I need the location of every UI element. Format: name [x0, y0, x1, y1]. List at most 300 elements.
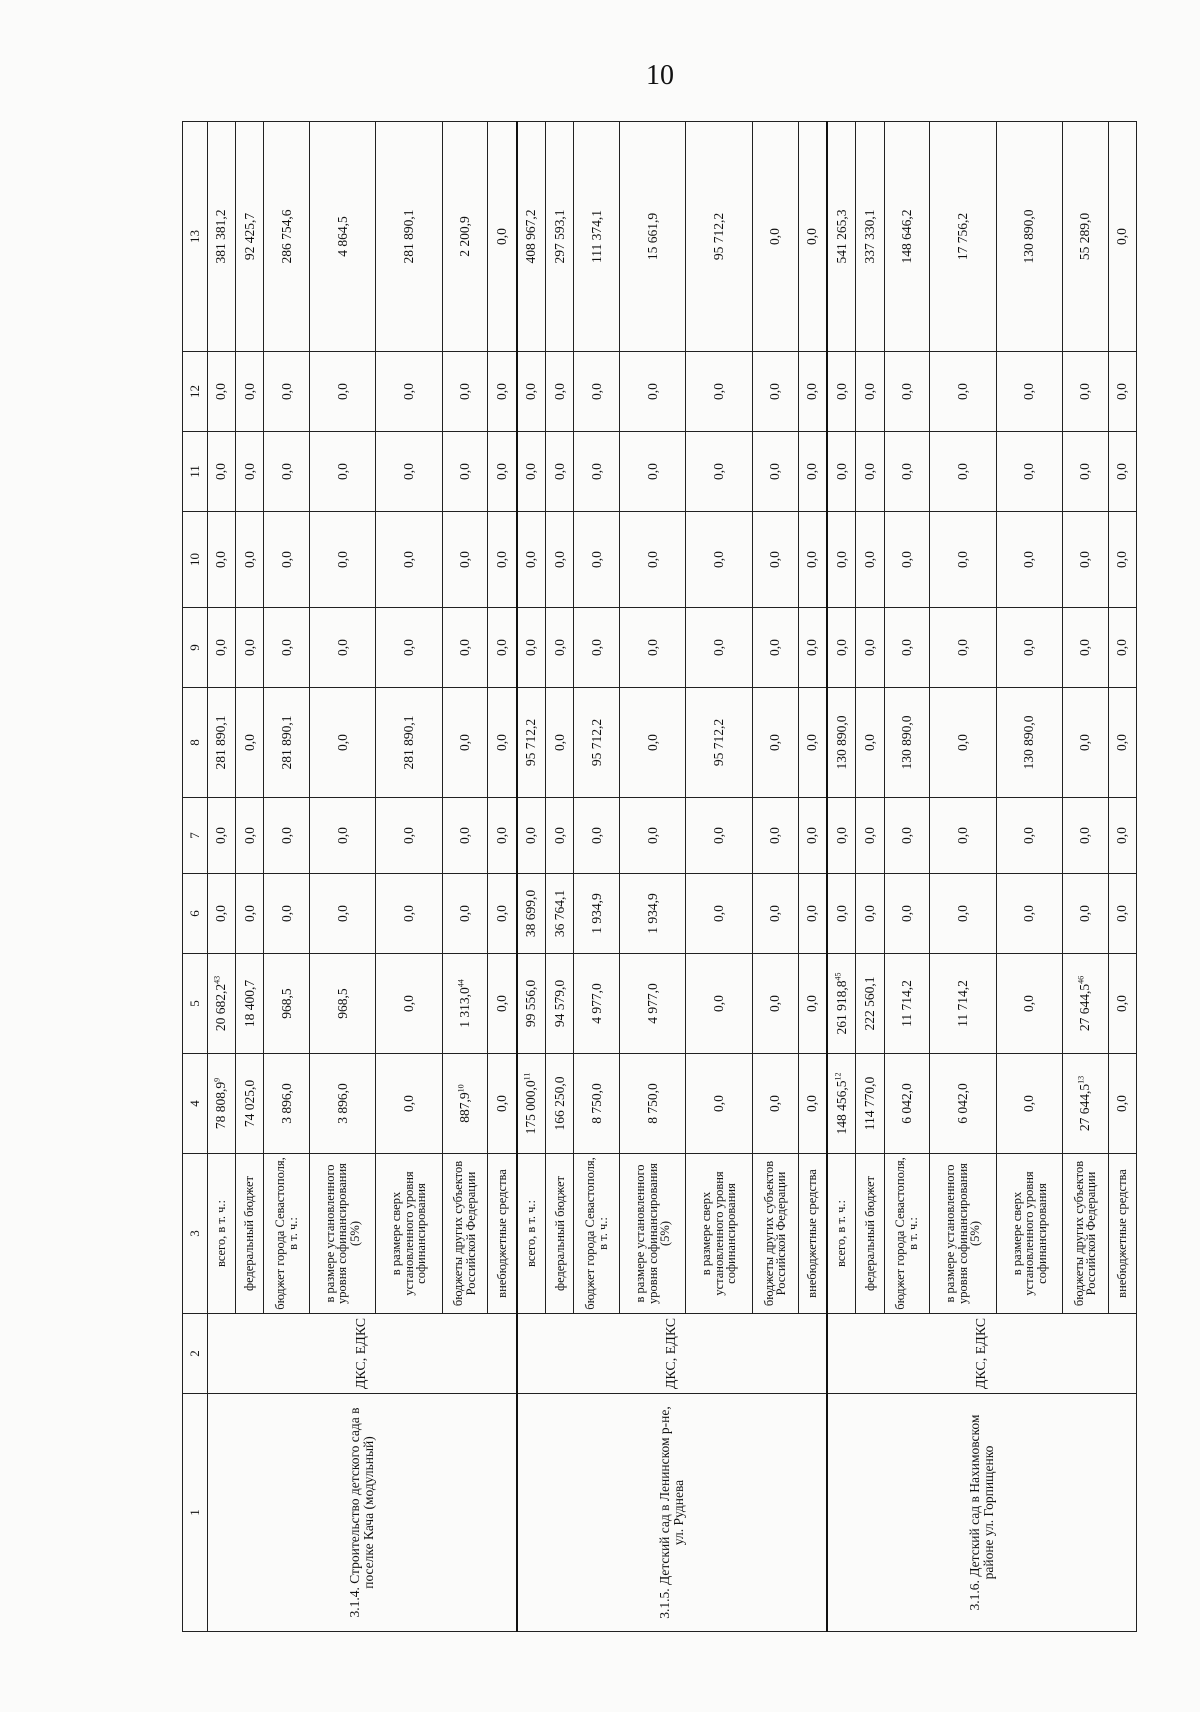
amount-value: 20 682,2 [213, 983, 229, 1032]
amount-value: 0,0 [898, 463, 914, 480]
amount-value: 0,0 [456, 734, 472, 751]
amount-value: 3 896,0 [334, 1083, 350, 1124]
amount-value: 0,0 [278, 463, 294, 480]
amount-value: 0,0 [241, 383, 257, 400]
amount-value: 4 977,0 [644, 983, 660, 1024]
amount-cell [442, 352, 488, 432]
funding-source-label: внебюджетные средства [1108, 1154, 1136, 1314]
amount-cell [827, 512, 856, 608]
amount-value: 381 381,2 [213, 209, 229, 264]
amount-value: 130 890,0 [833, 715, 849, 770]
amount-cell [930, 874, 996, 954]
amount-cell [686, 798, 752, 874]
amount-cell [236, 1054, 264, 1154]
amount-cell [827, 122, 856, 352]
amount-value: 0,0 [494, 551, 510, 568]
executor-cell: ДКС, ЕДКС [208, 1314, 517, 1394]
funding-source-label: в размере установленного уровня софинансирования (5%) [310, 1154, 376, 1314]
amount-cell [1062, 122, 1108, 352]
amount-value: 0,0 [494, 995, 510, 1012]
amount-value: 11 714,2 [898, 980, 914, 1027]
amount-cell [798, 1054, 827, 1154]
project-title: 3.1.5. Детский сад в Ленинском р-не, ул. Руднева [517, 1394, 827, 1632]
amount-cell [686, 122, 752, 352]
amount-value: 0,0 [334, 827, 350, 844]
amount-value: 0,0 [861, 639, 877, 656]
amount-value: 0,0 [1077, 734, 1093, 751]
amount-value: 968,5 [278, 988, 294, 1019]
amount-cell [856, 798, 884, 874]
amount-cell [856, 688, 884, 798]
amount-cell [1108, 512, 1136, 608]
amount-value: 95 712,2 [711, 718, 726, 767]
amount-value: 0,0 [898, 383, 914, 400]
amount-value: 0,0 [1077, 463, 1093, 480]
amount-value: 0,0 [767, 383, 783, 400]
amount-cell [488, 874, 517, 954]
amount-cell [856, 432, 884, 512]
amount-value: 408 967,2 [523, 209, 539, 264]
amount-value: 2 200,9 [456, 216, 472, 257]
amount-value: 0,0 [1114, 551, 1130, 568]
amount-value: 0,0 [1077, 551, 1093, 568]
amount-value: 0,0 [1021, 827, 1037, 844]
amount-cell [1108, 352, 1136, 432]
amount-cell [208, 954, 236, 1054]
amount-value: 0,0 [551, 551, 567, 568]
amount-value: 0,0 [213, 383, 229, 400]
footnote-marker: 43 [212, 975, 222, 984]
amount-value: 6 042,0 [954, 1083, 970, 1124]
amount-value: 6 042,0 [898, 1083, 914, 1124]
amount-value: 0,0 [711, 639, 726, 656]
amount-value: 0,0 [241, 734, 257, 751]
amount-cell [488, 688, 517, 798]
amount-value: 0,0 [523, 383, 539, 400]
amount-value: 0,0 [954, 827, 970, 844]
funding-source-label: внебюджетные средства [488, 1154, 517, 1314]
amount-cell [752, 432, 798, 512]
header-cell: 13 [183, 122, 208, 352]
amount-cell [798, 954, 827, 1054]
amount-cell [442, 954, 488, 1054]
amount-cell [884, 798, 930, 874]
footnote-marker: 11 [522, 1072, 532, 1081]
amount-value: 0,0 [334, 639, 350, 656]
amount-value: 0,0 [588, 551, 604, 568]
amount-value: 0,0 [1021, 463, 1037, 480]
amount-value: 0,0 [954, 639, 970, 656]
amount-cell [884, 1054, 930, 1154]
amount-cell [1062, 688, 1108, 798]
amount-value: 0,0 [711, 995, 726, 1012]
footnote-marker: 9 [212, 1077, 222, 1082]
amount-value: 0,0 [456, 383, 472, 400]
amount-cell [517, 352, 546, 432]
amount-value: 0,0 [711, 1095, 726, 1112]
amount-value: 0,0 [278, 905, 294, 922]
amount-value: 0,0 [494, 1095, 510, 1112]
amount-cell [574, 798, 620, 874]
amount-cell [488, 608, 517, 688]
amount-cell [517, 122, 546, 352]
amount-value: 130 890,0 [898, 715, 914, 770]
amount-cell [930, 688, 996, 798]
header-cell: 8 [183, 688, 208, 798]
amount-value: 0,0 [1021, 551, 1037, 568]
amount-cell [1108, 874, 1136, 954]
amount-cell [1062, 874, 1108, 954]
amount-value: 0,0 [644, 827, 660, 844]
amount-value: 130 890,0 [1021, 209, 1037, 264]
header-cell: 5 [183, 954, 208, 1054]
amount-value: 0,0 [334, 551, 350, 568]
amount-cell [574, 122, 620, 352]
table-row [208, 122, 236, 1632]
funding-source-label: всего, в т. ч.: [517, 1154, 546, 1314]
amount-cell [264, 688, 310, 798]
amount-value: 0,0 [861, 905, 877, 922]
amount-value: 0,0 [833, 827, 849, 844]
amount-value: 0,0 [898, 639, 914, 656]
amount-cell [546, 954, 574, 1054]
amount-cell [1062, 352, 1108, 432]
amount-value: 55 289,0 [1077, 212, 1093, 261]
amount-value: 0,0 [278, 383, 294, 400]
amount-cell [1108, 1054, 1136, 1154]
amount-cell [488, 1054, 517, 1154]
amount-cell [208, 798, 236, 874]
amount-cell [996, 874, 1062, 954]
amount-value: 0,0 [954, 734, 970, 751]
amount-value: 0,0 [898, 551, 914, 568]
amount-value: 74 025,0 [241, 1079, 257, 1128]
amount-cell [546, 874, 574, 954]
amount-cell [488, 954, 517, 1054]
amount-value: 4 977,0 [588, 983, 604, 1024]
amount-cell [930, 798, 996, 874]
amount-value: 0,0 [767, 995, 783, 1012]
amount-value: 1 934,9 [644, 893, 660, 934]
amount-cell [620, 512, 686, 608]
amount-cell [264, 874, 310, 954]
amount-value: 0,0 [334, 383, 350, 400]
amount-cell [208, 608, 236, 688]
amount-cell [620, 874, 686, 954]
header-cell: 7 [183, 798, 208, 874]
amount-value: 0,0 [833, 551, 849, 568]
amount-cell [208, 352, 236, 432]
amount-value: 0,0 [400, 905, 416, 922]
amount-cell [620, 432, 686, 512]
amount-cell [264, 954, 310, 1054]
amount-value: 4 864,5 [334, 216, 350, 257]
amount-cell [620, 122, 686, 352]
amount-value: 0,0 [1114, 905, 1130, 922]
amount-cell [884, 954, 930, 1054]
amount-cell [856, 1054, 884, 1154]
amount-cell [1062, 512, 1108, 608]
project-title: 3.1.6. Детский сад в Нахимовском районе ул. Горпищенко [827, 1394, 1137, 1632]
amount-cell [310, 432, 376, 512]
amount-cell [376, 874, 442, 954]
amount-value: 0,0 [804, 1095, 820, 1112]
amount-value: 148 646,2 [898, 209, 914, 264]
amount-value: 0,0 [767, 827, 783, 844]
amount-cell [620, 688, 686, 798]
amount-cell [517, 954, 546, 1054]
amount-cell [310, 608, 376, 688]
amount-cell [752, 608, 798, 688]
amount-value: 0,0 [551, 383, 567, 400]
funding-source-label: бюджет города Севастополя, в т. ч.: [884, 1154, 930, 1314]
amount-cell [442, 122, 488, 352]
amount-value: 0,0 [400, 463, 416, 480]
amount-cell [1108, 688, 1136, 798]
amount-value: 166 250,0 [551, 1076, 567, 1131]
rotated-table-container [182, 122, 1137, 1632]
amount-cell [546, 122, 574, 352]
amount-cell [996, 512, 1062, 608]
amount-value: 114 770,0 [861, 1076, 877, 1131]
amount-value: 0,0 [241, 463, 257, 480]
amount-cell [798, 352, 827, 432]
amount-cell [310, 1054, 376, 1154]
amount-value: 36 764,1 [551, 889, 567, 938]
amount-cell [310, 798, 376, 874]
amount-value: 0,0 [1021, 995, 1037, 1012]
amount-cell [930, 432, 996, 512]
amount-value: 0,0 [804, 905, 820, 922]
amount-cell [752, 352, 798, 432]
header-cell: 11 [183, 432, 208, 512]
amount-cell [752, 798, 798, 874]
amount-value: 0,0 [494, 383, 510, 400]
amount-value: 8 750,0 [588, 1083, 604, 1124]
table-row [517, 122, 546, 1632]
amount-value: 0,0 [711, 905, 726, 922]
amount-value: 38 699,0 [523, 889, 539, 938]
amount-value: 0,0 [1114, 463, 1130, 480]
amount-value: 0,0 [804, 734, 820, 751]
amount-cell [376, 432, 442, 512]
amount-value: 92 425,7 [241, 212, 257, 261]
funding-source-label: бюджеты других субъектов Российской Федерации [442, 1154, 488, 1314]
amount-cell [574, 874, 620, 954]
amount-cell [208, 1054, 236, 1154]
amount-value: 0,0 [213, 905, 229, 922]
funding-source-label: федеральный бюджет [236, 1154, 264, 1314]
amount-cell [686, 954, 752, 1054]
amount-value: 281 890,1 [400, 715, 416, 770]
amount-value: 0,0 [833, 639, 849, 656]
amount-value: 0,0 [898, 905, 914, 922]
amount-value: 0,0 [898, 827, 914, 844]
amount-cell [884, 688, 930, 798]
amount-cell [376, 512, 442, 608]
amount-cell [376, 954, 442, 1054]
amount-cell [827, 432, 856, 512]
amount-cell [798, 688, 827, 798]
amount-value: 286 754,6 [278, 209, 294, 264]
amount-cell [574, 608, 620, 688]
amount-cell [517, 608, 546, 688]
amount-cell [996, 432, 1062, 512]
funding-source-label: в размере сверх установленного уровня софинансирования [376, 1154, 442, 1314]
amount-cell [930, 1054, 996, 1154]
amount-value: 887,9 [456, 1092, 472, 1123]
amount-value: 0,0 [551, 463, 567, 480]
page-number: 10 [646, 60, 674, 91]
amount-value: 0,0 [954, 383, 970, 400]
amount-value: 0,0 [767, 228, 783, 245]
amount-value: 95 712,2 [588, 718, 604, 767]
amount-value: 0,0 [456, 463, 472, 480]
amount-value: 0,0 [588, 827, 604, 844]
amount-cell [208, 874, 236, 954]
amount-value: 111 374,1 [588, 210, 604, 263]
amount-cell [442, 432, 488, 512]
amount-cell [620, 798, 686, 874]
amount-value: 0,0 [767, 463, 783, 480]
amount-cell [884, 432, 930, 512]
amount-value: 0,0 [213, 639, 229, 656]
amount-value: 0,0 [804, 228, 820, 245]
amount-value: 541 265,3 [833, 209, 849, 264]
amount-cell [930, 954, 996, 1054]
amount-cell [1108, 122, 1136, 352]
amount-value: 0,0 [456, 827, 472, 844]
amount-value: 0,0 [400, 383, 416, 400]
amount-cell [376, 688, 442, 798]
amount-cell [1062, 798, 1108, 874]
table-body [208, 122, 1137, 1632]
amount-value: 175 000,0 [523, 1080, 539, 1135]
funding-source-label: федеральный бюджет [546, 1154, 574, 1314]
amount-cell [264, 608, 310, 688]
amount-value: 0,0 [494, 734, 510, 751]
amount-value: 297 593,1 [551, 209, 567, 264]
amount-value: 0,0 [241, 827, 257, 844]
amount-value: 3 896,0 [278, 1083, 294, 1124]
amount-cell [376, 1054, 442, 1154]
amount-cell [264, 432, 310, 512]
amount-cell [827, 352, 856, 432]
amount-value: 0,0 [400, 551, 416, 568]
executor-cell: ДКС, ЕДКС [827, 1314, 1137, 1394]
header-cell: 6 [183, 874, 208, 954]
amount-cell [827, 608, 856, 688]
amount-value: 0,0 [551, 639, 567, 656]
amount-cell [236, 798, 264, 874]
amount-value: 0,0 [551, 734, 567, 751]
funding-source-label: в размере сверх установленного уровня софинансирования [686, 1154, 752, 1314]
footnote-marker: 46 [1076, 975, 1086, 984]
amount-cell [827, 1054, 856, 1154]
amount-value: 0,0 [954, 905, 970, 922]
amount-cell [752, 512, 798, 608]
amount-cell [376, 122, 442, 352]
amount-cell [546, 798, 574, 874]
amount-value: 0,0 [213, 827, 229, 844]
funding-source-label: всего, в т. ч.: [208, 1154, 236, 1314]
header-cell: 1 [183, 1394, 208, 1632]
amount-cell [620, 954, 686, 1054]
amount-cell [827, 798, 856, 874]
amount-cell [1108, 608, 1136, 688]
amount-value: 0,0 [861, 551, 877, 568]
amount-value: 0,0 [1114, 639, 1130, 656]
table-row [827, 122, 856, 1632]
amount-value: 0,0 [644, 383, 660, 400]
amount-cell [686, 352, 752, 432]
amount-value: 0,0 [523, 639, 539, 656]
amount-value: 0,0 [241, 551, 257, 568]
amount-value: 27 644,5 [1077, 1083, 1093, 1132]
amount-value: 0,0 [767, 905, 783, 922]
amount-value: 18 400,7 [241, 979, 257, 1028]
funding-source-label: в размере сверх установленного уровня софинансирования [996, 1154, 1062, 1314]
amount-cell [442, 608, 488, 688]
amount-value: 0,0 [804, 463, 820, 480]
amount-value: 0,0 [711, 463, 726, 480]
amount-cell [686, 1054, 752, 1154]
amount-cell [827, 688, 856, 798]
amount-cell [376, 798, 442, 874]
header-cell: 2 [183, 1314, 208, 1394]
amount-value: 0,0 [523, 551, 539, 568]
amount-cell [798, 122, 827, 352]
amount-value: 281 890,1 [213, 715, 229, 770]
amount-cell [686, 512, 752, 608]
amount-cell [574, 954, 620, 1054]
amount-cell [884, 512, 930, 608]
amount-value: 0,0 [334, 463, 350, 480]
amount-cell [884, 122, 930, 352]
amount-value: 337 330,1 [861, 209, 877, 264]
amount-cell [686, 874, 752, 954]
amount-cell [620, 352, 686, 432]
amount-cell [236, 954, 264, 1054]
footnote-marker: 13 [1076, 1075, 1086, 1084]
amount-value: 0,0 [767, 1095, 783, 1112]
amount-cell [517, 874, 546, 954]
amount-value: 94 579,0 [551, 979, 567, 1028]
amount-value: 0,0 [644, 639, 660, 656]
amount-cell [798, 432, 827, 512]
amount-cell [546, 512, 574, 608]
amount-cell [856, 608, 884, 688]
header-cell: 9 [183, 608, 208, 688]
amount-cell [752, 874, 798, 954]
amount-cell [310, 874, 376, 954]
amount-value: 0,0 [711, 383, 726, 400]
amount-cell [310, 688, 376, 798]
amount-value: 148 456,5 [833, 1080, 849, 1135]
amount-cell [488, 512, 517, 608]
amount-cell [310, 954, 376, 1054]
amount-value: 0,0 [711, 551, 726, 568]
amount-cell [208, 122, 236, 352]
amount-value: 0,0 [456, 551, 472, 568]
amount-value: 0,0 [494, 228, 510, 245]
amount-cell [996, 954, 1062, 1054]
amount-value: 0,0 [278, 827, 294, 844]
amount-value: 0,0 [833, 383, 849, 400]
amount-cell [856, 874, 884, 954]
amount-cell [574, 1054, 620, 1154]
amount-value: 0,0 [711, 827, 726, 844]
